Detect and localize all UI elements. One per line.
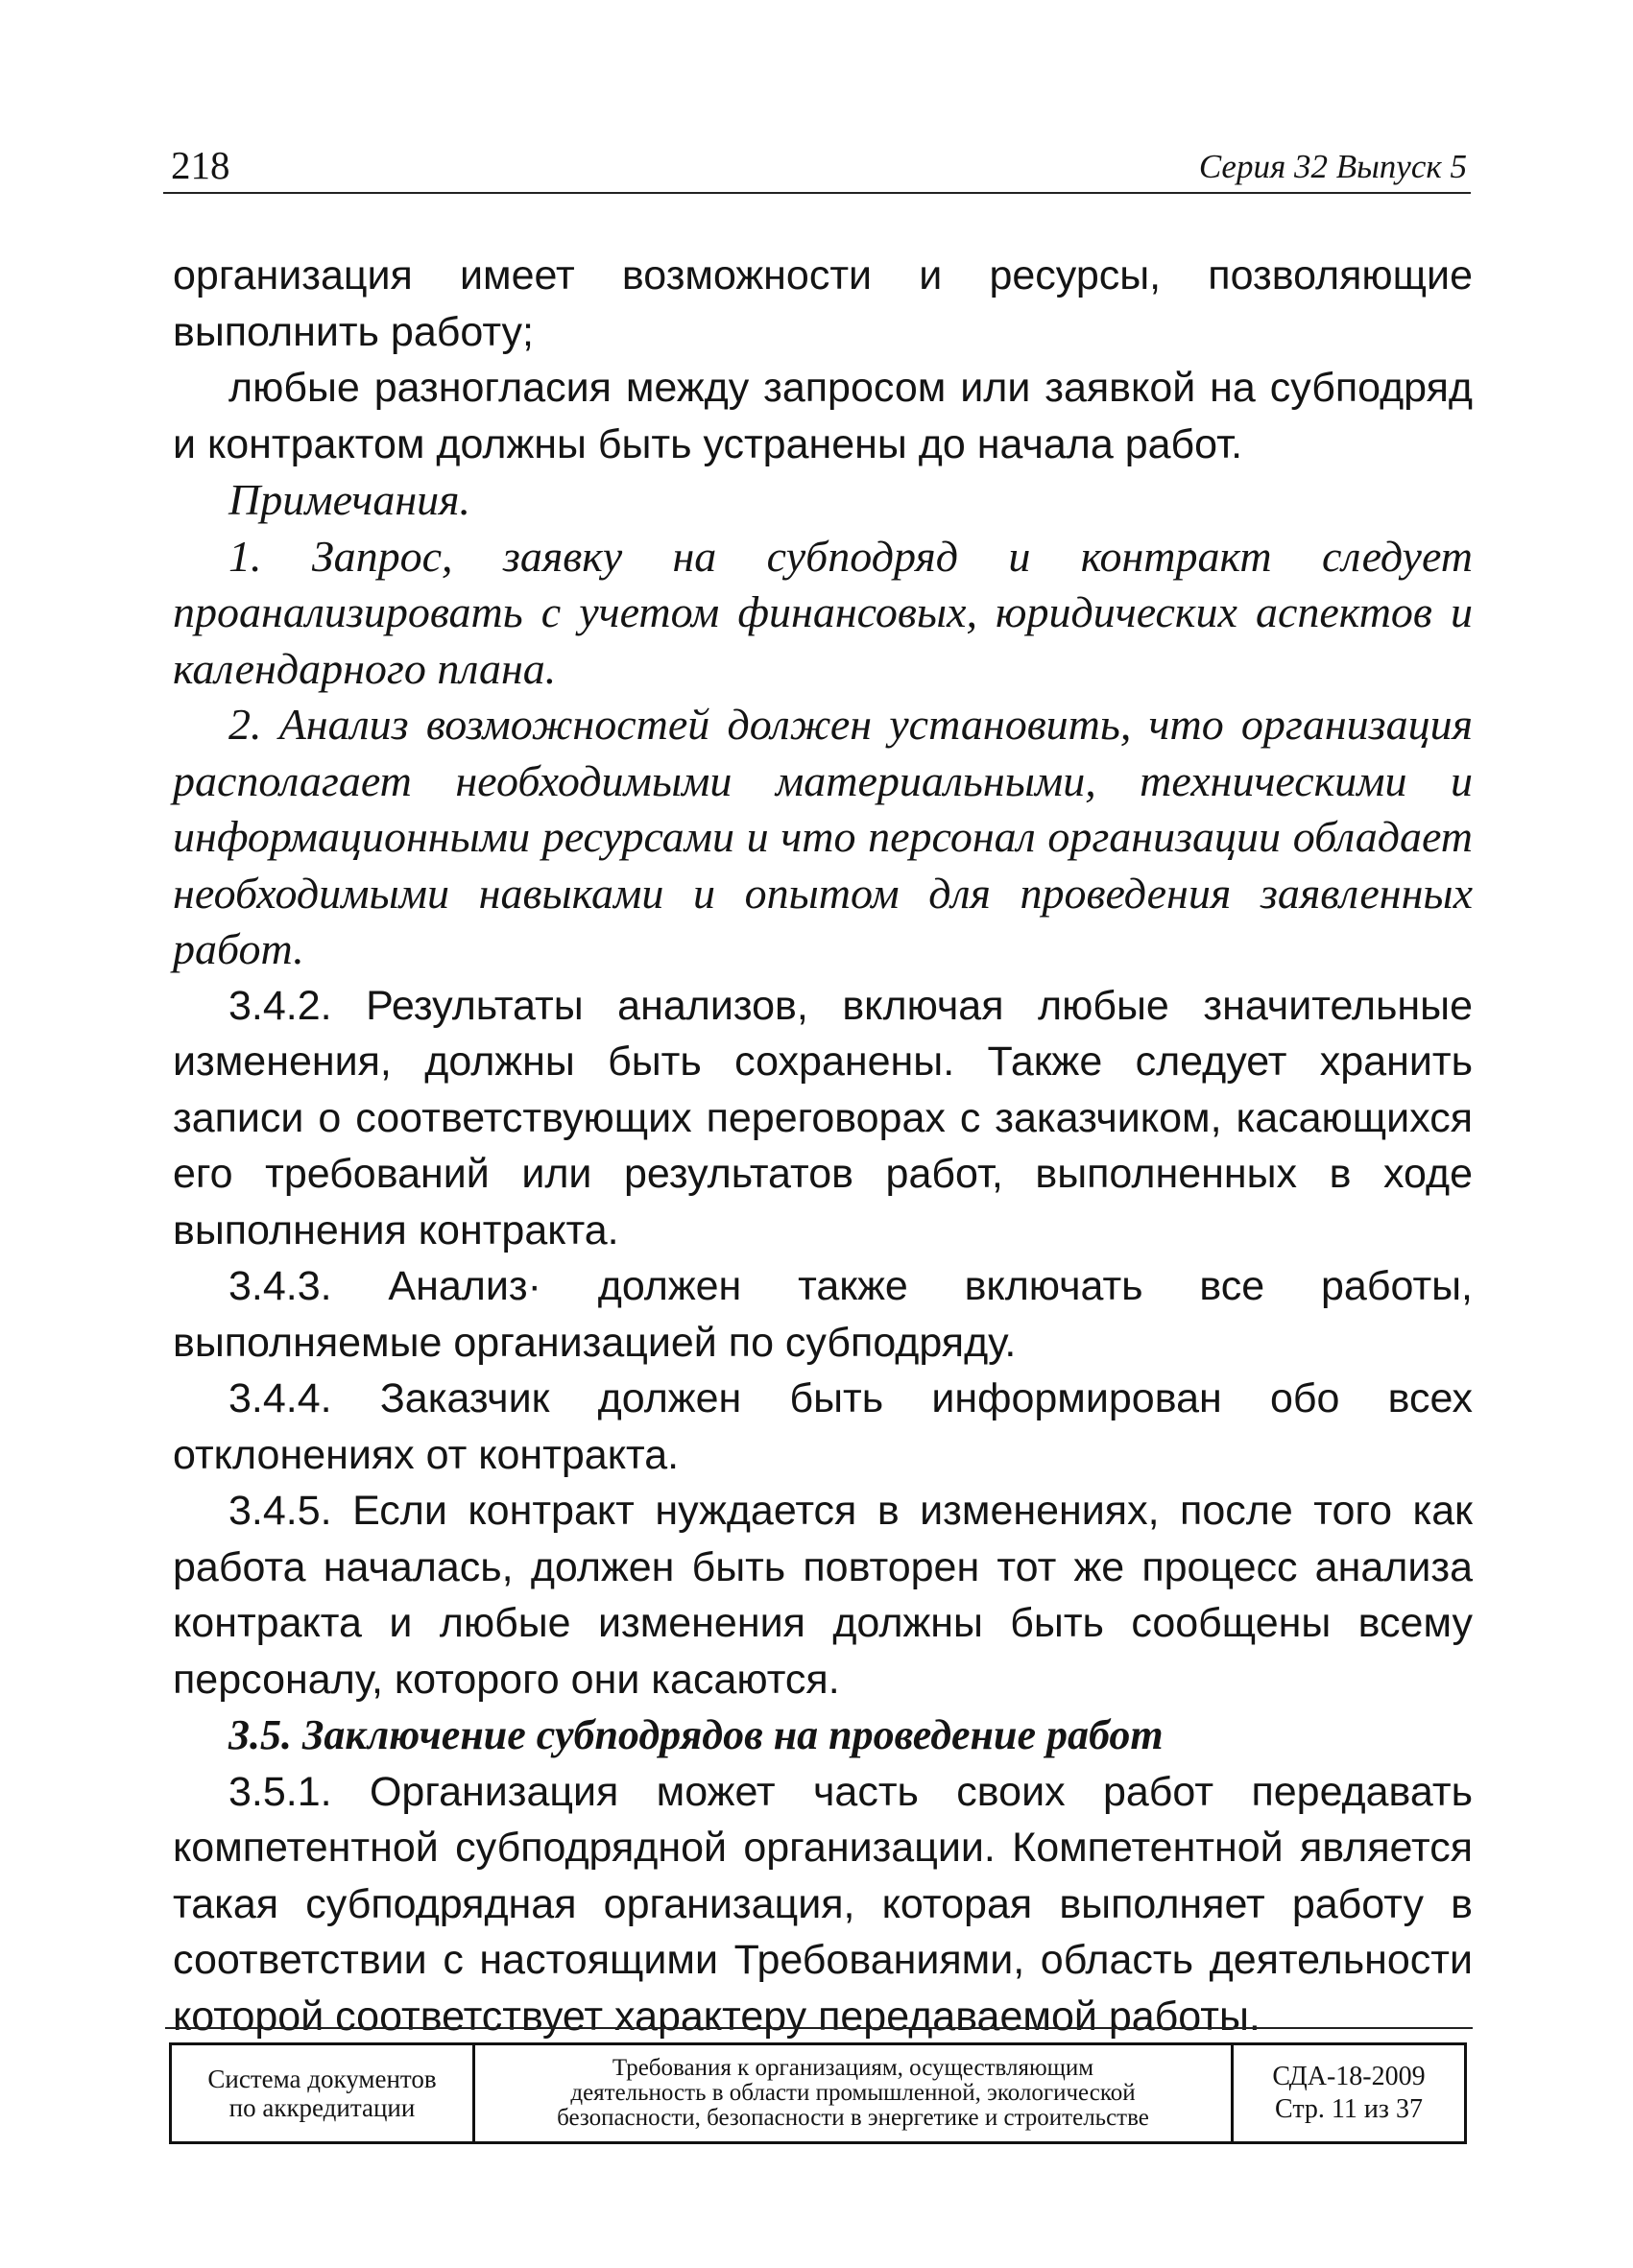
footer-title-line: безопасности, безопасности в энергетике и строительстве	[557, 2105, 1149, 2131]
page-body	[173, 248, 1473, 2044]
footer-title-line: Требования к организациям, осуществляющим	[612, 2055, 1094, 2081]
footer-system-cell	[172, 2045, 475, 2141]
footer-doc-code: СДА-18-2009	[1272, 2062, 1426, 2091]
paragraph: 3.4.3. Анализ· должен также включать все работы, выполняемые организацией по субподряду.	[173, 1263, 1473, 1366]
footer-table	[169, 2042, 1467, 2144]
footer-divider	[165, 2027, 1473, 2029]
note-item: 1. Запрос, заявку на субподряд и контракт следует проанализировать с учетом финансовых, юридических аспектов и календарного плана.	[173, 531, 1473, 693]
footer-page-info: Стр. 11 из 37	[1275, 2094, 1423, 2124]
paragraph: 3.4.2. Результаты анализов, включая любые значительные изменения, должны быть сохранены. Также следует хранить записи о соответствующих переговорах с заказчиком, касающихся его требований или результатов работ, выполненных в ходе выполнения контракта.	[173, 982, 1473, 1253]
footer-title-cell	[475, 2045, 1234, 2141]
footer-title-line: деятельность в области промышленной, экологической	[570, 2080, 1136, 2106]
paragraph: 3.5.1. Организация может часть своих работ передавать компетентной субподрядной организации. Компетентной является такая субподрядная организация, которая выполняет работу в соответствии с настоящими Требованиями, область деятельности которой соответствует характеру передаваемой работы.	[173, 1768, 1473, 2040]
paragraph: 3.4.4. Заказчик должен быть информирован обо всех отклонениях от контракта.	[173, 1375, 1473, 1478]
series-issue: Серия 32 Выпуск 5	[1198, 148, 1467, 185]
footer-system-line: Система документов	[207, 2065, 437, 2093]
running-header	[163, 144, 1471, 194]
paragraph: организация имеет возможности и ресурсы, позволяющие выполнить работу;	[173, 252, 1473, 355]
section-heading: 3.5. Заключение субподрядов на проведение работ	[228, 1711, 1164, 1758]
footer-system-line: по аккредитации	[228, 2093, 416, 2122]
paragraph: 3.4.5. Если контракт нуждается в изменениях, после того как работа началась, должен быть повторен тот же процесс анализа контракта и любые изменения должны быть сообщены всему персоналу, которого они касаются.	[173, 1488, 1473, 1703]
notes-heading: Примечания.	[228, 475, 471, 524]
paragraph: любые разногласия между запросом или заявкой на субподряд и контрактом должны быть устранены до начала работ.	[173, 365, 1473, 467]
page-number: 218	[171, 143, 230, 187]
footer-doc-cell	[1234, 2045, 1464, 2141]
note-item: 2. Анализ возможностей должен установить, что организация располагает необходимыми материальными, техническими и информационными ресурсами и что персонал организации обладает необходимыми навыками и опытом для проведения заявленных работ.	[173, 700, 1473, 973]
